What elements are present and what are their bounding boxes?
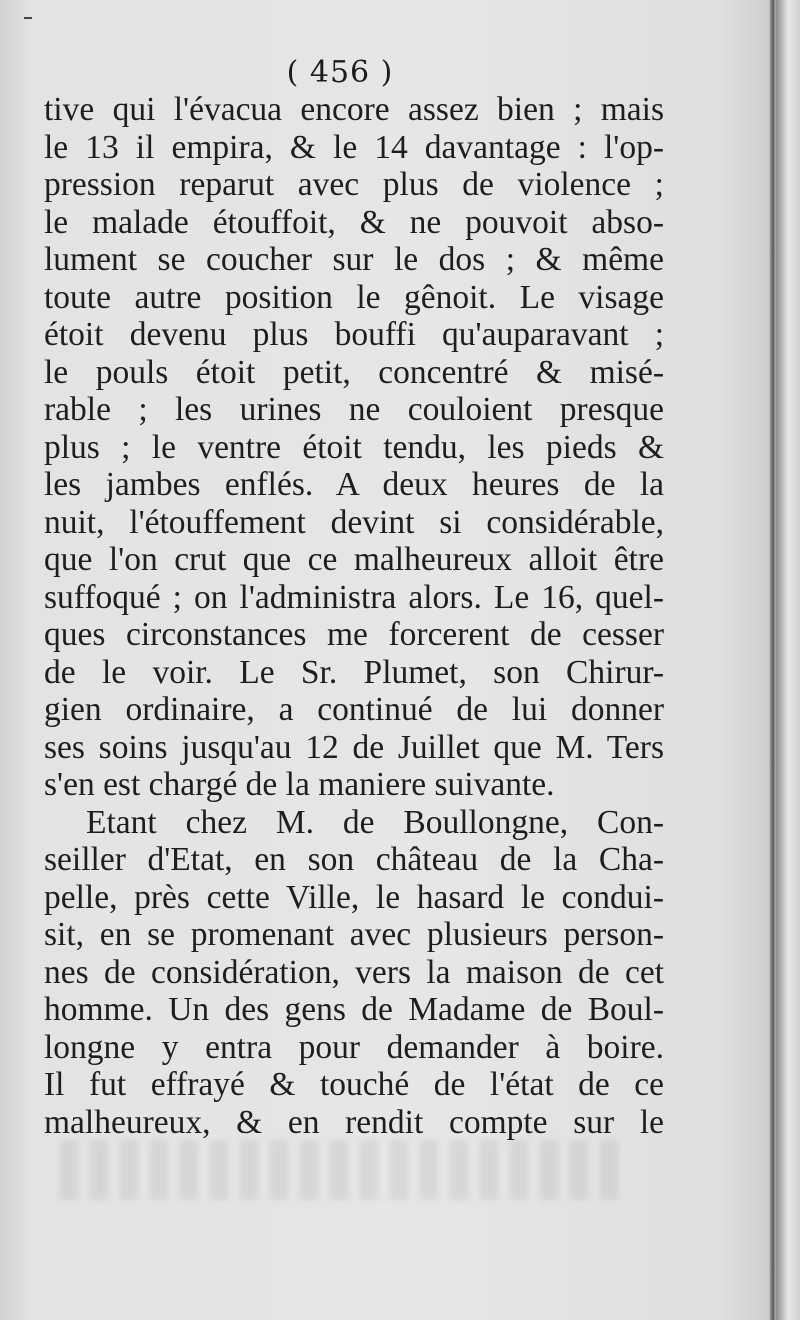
text-line: sit, en se promenant avec plusieurs person- bbox=[44, 916, 664, 953]
text-line: seiller d'Etat, en son château de la Cha- bbox=[44, 841, 664, 878]
text-line: longne y entra pour demander à boire. bbox=[44, 1028, 664, 1066]
text-line: ses soins jusqu'au 12 de Juillet que M. Ters bbox=[44, 728, 664, 766]
text-line: lument se coucher sur le dos ; & même bbox=[44, 241, 664, 278]
text-line: nuit, l'étouffement devint si considérable, bbox=[44, 503, 664, 541]
body-text bbox=[44, 91, 664, 1141]
text-line: gien ordinaire, a continué de lui donner bbox=[44, 691, 664, 728]
text-line: suffoqué ; on l'administra alors. Le 16, quel- bbox=[44, 578, 664, 616]
corner-mark bbox=[24, 17, 32, 19]
text-line: tive qui l'évacua encore assez bien ; mais bbox=[44, 91, 664, 128]
text-line: ques circonstances me forcerent de cesser bbox=[44, 616, 664, 653]
text-line: le 13 il empira, & le 14 davantage : l'op- bbox=[44, 128, 664, 166]
text-line: Il fut effrayé & touché de l'état de ce bbox=[44, 1066, 664, 1103]
text-line: rable ; les urines ne couloient presque bbox=[44, 391, 664, 428]
show-through-texture bbox=[60, 1140, 620, 1200]
text-line: nes de considération, vers la maison de cet bbox=[44, 953, 664, 991]
text-line: homme. Un des gens de Madame de Boul- bbox=[44, 991, 664, 1028]
page-number: ( 456 ) bbox=[286, 55, 394, 90]
text-line: malheureux, & en rendit compte sur le bbox=[44, 1103, 664, 1141]
text-line: que l'on crut que ce malheureux alloit être bbox=[44, 541, 664, 578]
text-line: le malade étouffoit, & ne pouvoit abso- bbox=[44, 203, 664, 241]
text-line: plus ; le ventre étoit tendu, les pieds & bbox=[44, 428, 664, 466]
text-line: de le voir. Le Sr. Plumet, son Chirur- bbox=[44, 653, 664, 691]
text-line: s'en est chargé de la maniere suivante. bbox=[44, 766, 555, 803]
text-line: étoit devenu plus bouffi qu'auparavant ; bbox=[44, 316, 664, 353]
text-line: toute autre position le gênoit. Le visage bbox=[44, 278, 664, 316]
text-line: pression reparut avec plus de violence ; bbox=[44, 166, 664, 203]
text-line: les jambes enflés. A deux heures de la bbox=[44, 466, 664, 503]
page-edge bbox=[770, 0, 776, 1320]
text-line: le pouls étoit petit, concentré & misé- bbox=[44, 353, 664, 391]
text-line: Etant chez M. de Boullongne, Con- bbox=[86, 803, 664, 841]
text-line: pelle, près cette Ville, le hasard le condui- bbox=[44, 878, 664, 916]
